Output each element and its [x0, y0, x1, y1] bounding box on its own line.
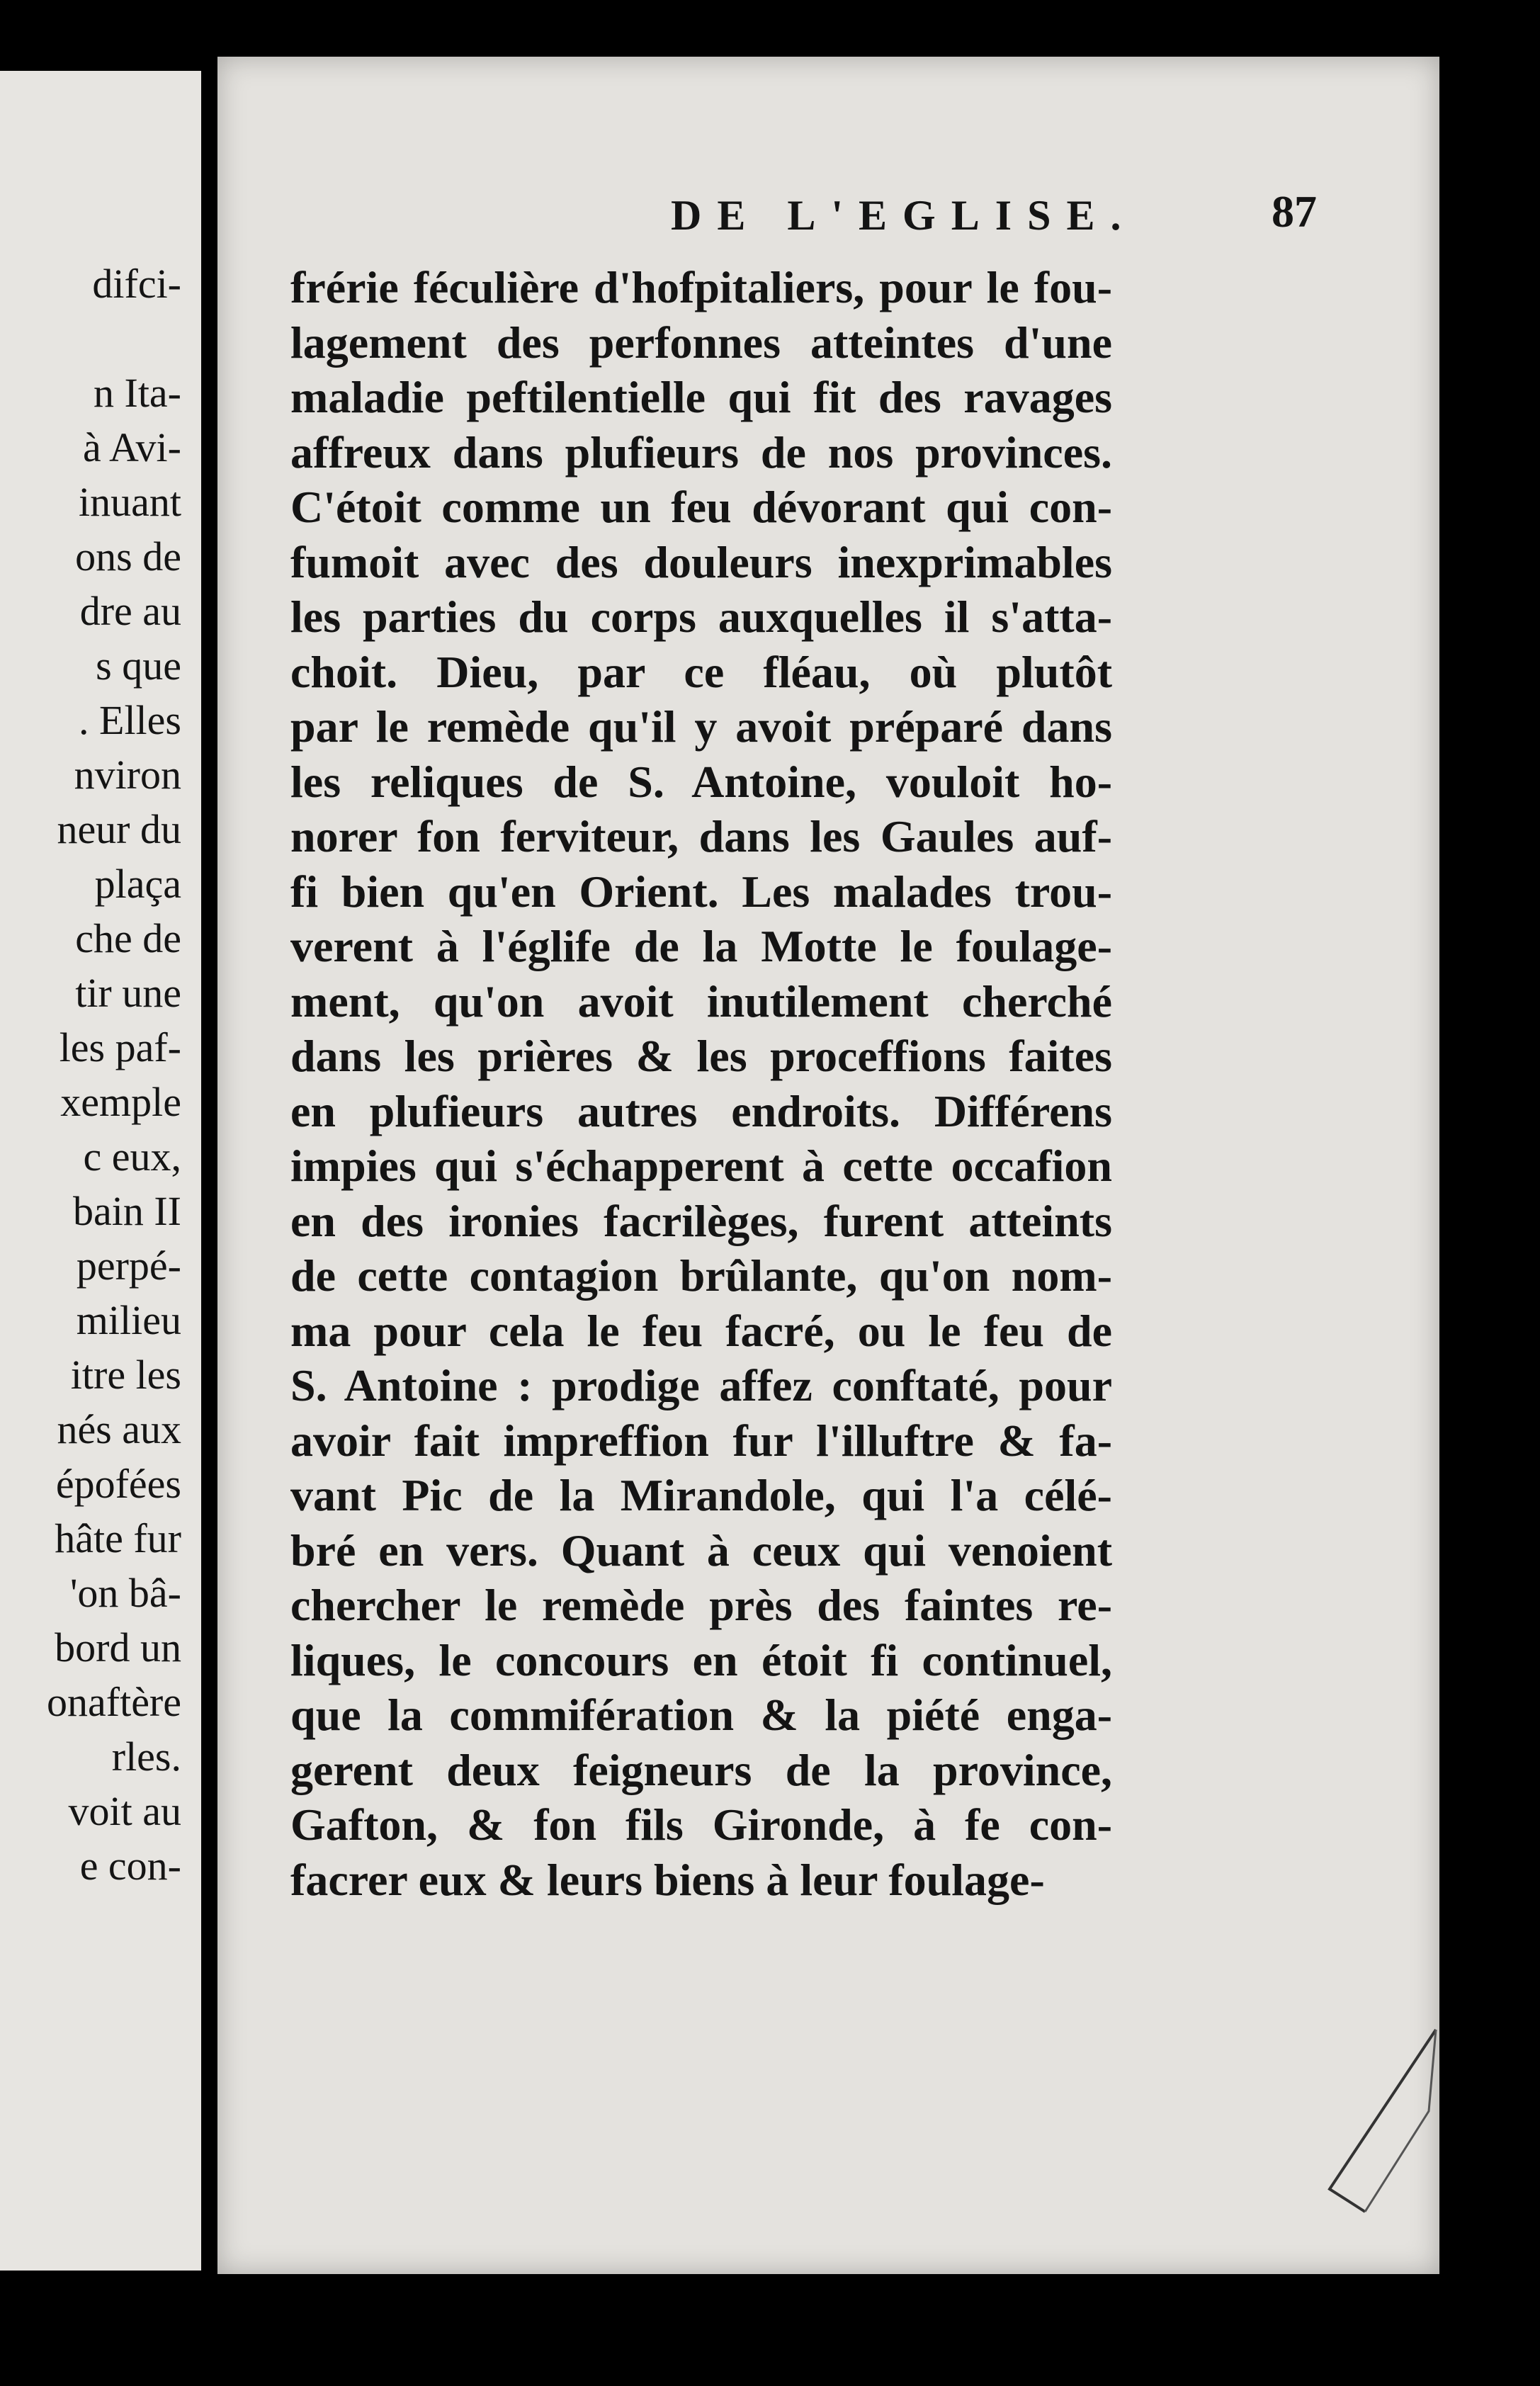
text-line: chercher le remède près des faintes re-	[290, 1580, 1112, 1630]
text-line: les parties du corps auxquelles il s'atta-	[290, 592, 1112, 642]
left-page-line: nviron	[74, 752, 181, 798]
left-page-line: inuant	[79, 479, 181, 525]
text-line: fumoit avec des douleurs inexprimables	[290, 536, 1112, 587]
left-page-line: e con-	[79, 1843, 181, 1889]
left-page-line: perpé-	[76, 1243, 181, 1289]
text-line: maladie peftilentielle qui fit des ravages	[290, 372, 1112, 422]
text-line: liques, le concours en étoit fi continuel,	[290, 1634, 1112, 1685]
left-page-line: difci-	[92, 261, 181, 307]
text-line: choit. Dieu, par ce fléau, où plutôt	[290, 646, 1112, 697]
left-page-line: milieu	[76, 1297, 181, 1343]
left-page-line: 'on bâ-	[69, 1570, 181, 1616]
text-line: gerent deux feigneurs de la province,	[290, 1744, 1112, 1795]
text-line: dans les prières & les proceffions faites	[290, 1031, 1112, 1081]
left-page-line: . Elles	[79, 697, 181, 743]
text-line: frérie féculière d'hofpitaliers, pour le fou-	[290, 262, 1112, 312]
text-line: affreux dans plufieurs de nos provinces.	[290, 426, 1112, 477]
text-line: en plufieurs autres endroits. Différens	[290, 1085, 1112, 1136]
left-page-line: bord un	[55, 1624, 181, 1670]
text-line: vant Pic de la Mirandole, qui l'a célé-	[290, 1470, 1112, 1520]
text-line: verent à l'églife de la Motte le foulage-	[290, 921, 1112, 971]
text-line: en des ironies facrilèges, furent atteints	[290, 1195, 1112, 1246]
left-page-line: voit au	[68, 1788, 181, 1834]
text-line: par le remède qu'il y avoit préparé dans	[290, 701, 1112, 752]
left-page-line: plaça	[94, 861, 181, 907]
left-page-line: les paf-	[59, 1024, 181, 1070]
running-header: DE L'EGLISE.	[671, 192, 1137, 239]
text-line: impies qui s'échapperent à cette occafion	[290, 1141, 1112, 1191]
left-page-line: dre au	[79, 588, 181, 634]
left-page-line: épofées	[55, 1461, 181, 1507]
left-page-line: ons de	[75, 533, 181, 579]
text-line: les reliques de S. Antoine, vouloit ho-	[290, 756, 1112, 807]
left-page-line: hâte fur	[55, 1515, 181, 1561]
left-page-line: onaftère	[47, 1679, 181, 1725]
right-page	[217, 57, 1439, 2274]
left-page-line: tir une	[75, 970, 181, 1016]
left-page-line: xemple	[60, 1079, 181, 1125]
left-page	[0, 71, 201, 2271]
text-line: Gafton, & fon fils Gironde, à fe con-	[290, 1799, 1112, 1850]
left-page-line: bain II	[73, 1188, 181, 1234]
text-line: avoir fait impreffion fur l'illuftre & fa-	[290, 1415, 1112, 1466]
text-line: S. Antoine : prodige affez conftaté, pour	[290, 1360, 1112, 1410]
text-line: ma pour cela le feu facré, ou le feu de	[290, 1305, 1112, 1356]
left-page-line: à Avi-	[82, 424, 181, 470]
text-line: ment, qu'on avoit inutilement cherché	[290, 976, 1112, 1027]
left-page-line: rles.	[111, 1734, 181, 1780]
text-line: norer fon ferviteur, dans les Gaules auf-	[290, 811, 1112, 861]
text-line: facrer eux & leurs biens à leur foulage-	[290, 1854, 1045, 1905]
text-line: C'étoit comme un feu dévorant qui con-	[290, 482, 1112, 532]
text-line: fi bien qu'en Orient. Les malades trou-	[290, 866, 1112, 917]
left-page-line: n Ita-	[94, 370, 181, 416]
text-line: lagement des perfonnes atteintes d'une	[290, 317, 1112, 368]
page-number: 87	[1272, 186, 1317, 237]
left-page-line: s que	[96, 643, 181, 689]
left-page-line: neur du	[57, 806, 181, 852]
left-page-line	[47, 311, 181, 366]
left-page-line: che de	[75, 915, 181, 961]
text-line: que la commifération & la piété enga-	[290, 1690, 1112, 1740]
left-page-text-fragments	[47, 256, 181, 1893]
left-page-line: itre les	[70, 1352, 181, 1398]
text-line: bré en vers. Quant à ceux qui venoient	[290, 1525, 1112, 1576]
left-page-line: nés aux	[57, 1406, 181, 1452]
body-text	[290, 260, 1112, 1907]
text-line: de cette contagion brûlante, qu'on nom-	[290, 1250, 1112, 1301]
left-page-line: c eux,	[83, 1133, 181, 1180]
page-corner-fold	[1323, 2026, 1443, 2217]
